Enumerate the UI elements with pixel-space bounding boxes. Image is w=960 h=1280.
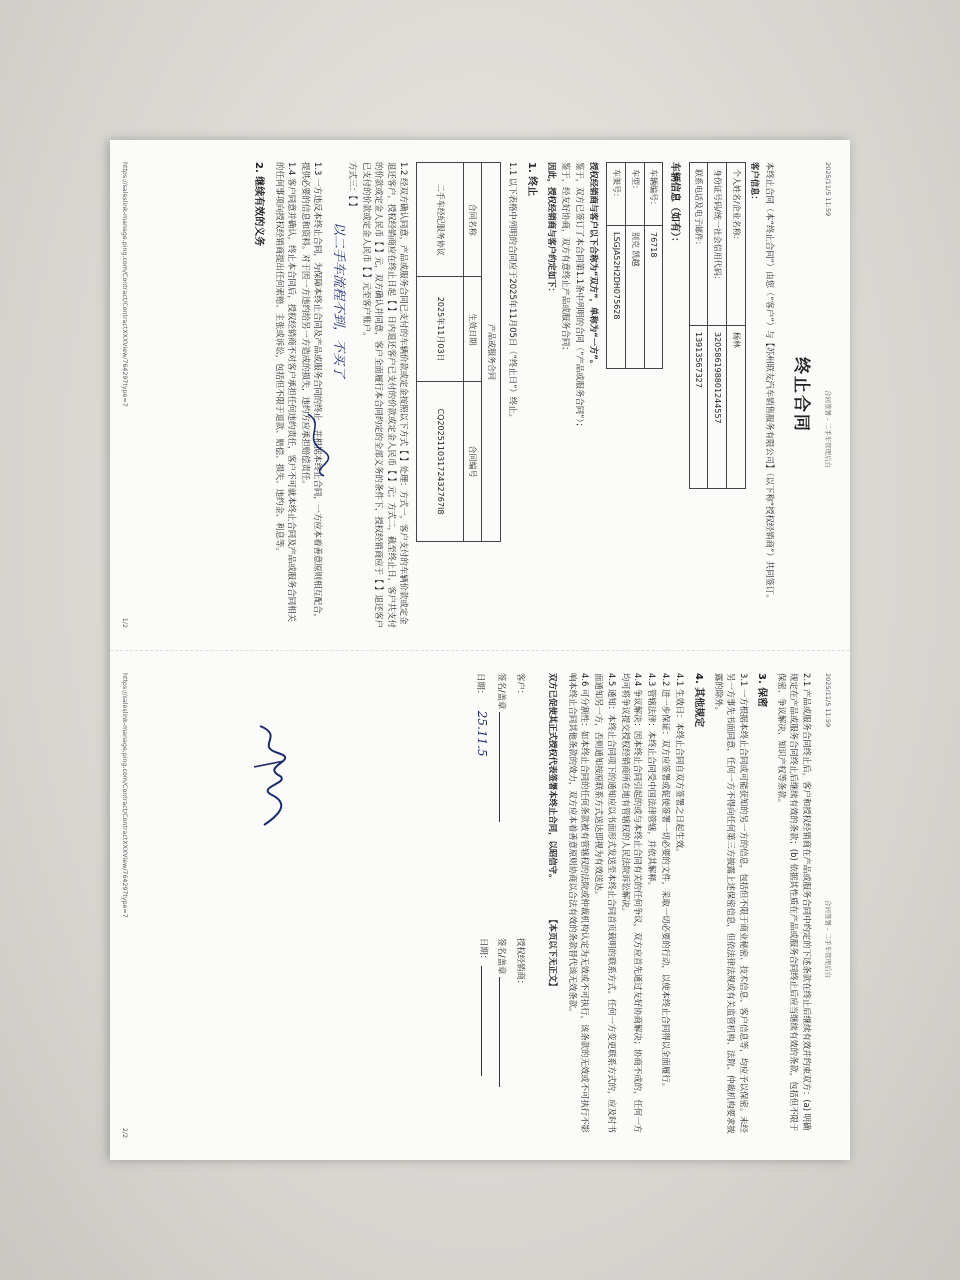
table-row [644,163,663,369]
page-header [823,673,832,1138]
table-row [416,163,463,542]
customer-handwritten-signature [250,721,290,831]
page-header [823,162,832,628]
dealer-sign-line [499,977,500,1087]
customer-value: 13913567327 [689,326,708,489]
page-footer [120,673,129,1138]
clause-4-6: 4.6 可分割性：如本终止合同的任何条款被有管辖权的法院或仲裁机构认定为无效或不可执行，该条款的无效或不可执行不影响本终止合同其他条款的效力，双方应本着善意原则协商以合法有效的条款替代该无效条款。 [567,673,591,1133]
customer-heading: 客户信息： [749,162,760,204]
customer-label: 身份证号码/统一社会信用代码： [708,163,727,326]
clause-1-4: 1.4 客户同意并确认，终止本合同后，授权经销商不对客户承担任何违约责任，客户不可就本终止合同及产品或服务合同相关的任何事项向授权经销商提出任何索赔、主张或诉讼，包括但不限于退款、赔偿、损失、违约金、利息等。 [274,162,297,622]
section-4-title: 4. 其他规定 [692,673,704,728]
vehicle-label: 车辆编号： [644,163,663,226]
contract-page-1 [110,140,850,650]
clause-1-2: 1.2 经双方确认同意，产品或服务合同已支付的车辆价款或定金按照以下方式【 】处理：方式一，客户支付的车辆价款或定金退还客户，授权经销商应在终止日起【 】日内退还客户已支付的价款或定金人民币【 】元；方式二，截至终止日，客户共支付的价款或定金人民币【 】元，双方确认并同意，客户全面履行本合同约定的全部义务的条件下，授权经销商应于【 】退还客户已支付的价款或定金人民币【 】元至客户账户。 [362,162,409,628]
dealer-signature-column [467,938,533,1138]
footer-url: https://saleslink-manage.ping.com/Contract/ContractXXXView/764297type=7 [121,162,129,407]
recital-parties: 授权经销商与客户以下合称为“双方”，单称为“一方”。 [589,162,600,369]
effective-date-cell: 2025年11月03日 [416,277,463,382]
clause-4-5: 4.5 通知：本终止合同项下的通知应以书面形式发送至本终止合同首页载明的联系方式。任何一方变更联系方式的，应及时书面通知另一方，否则通知按原联系方式送达即视为有效送达。 [594,673,617,1133]
clause-4-1: 4.1 生效日：本终止合同自双方签署之日起生效。 [675,673,686,857]
signing-note [547,673,559,1138]
customer-sign-row [496,673,508,873]
product-contract-table [416,162,501,542]
section-3-title: 3. 保密 [756,673,768,708]
header-time: 2025/11/5 11:59 [824,162,832,217]
column-header: 合同编号 [463,382,482,542]
customer-date-row [473,673,490,873]
section-1-title: 1. 终止 [525,162,537,197]
clause-4-4: 4.4 争议解决：因本终止合同引起的或与本终止合同有关的任何争议，双方应首先通过友好协商解决；协商不成的，任何一方均可将争议提交授权经销商所在地有管辖权的人民法院诉讼解决。 [620,673,643,1133]
clause-1-2-way3 [347,162,359,628]
date-label: 日期： [476,673,487,699]
customer-value: 320586198801244557 [708,326,727,489]
customer-value: 杨林 [726,326,745,489]
customer-signature-column [467,673,533,873]
dealer-sign-row [496,938,508,1138]
dealer-label: 授权经销商： [515,938,526,989]
customer-sign-line [499,712,500,822]
footer-url: https://saleslink-manage.ping.com/Contract/ContractXXXView/764297type=7 [121,673,129,918]
dealer-date-line [481,966,482,1076]
contract-sheet [110,140,850,1160]
dealer-date-row [478,938,490,1138]
vehicle-value: 76718 [644,226,663,369]
clause-4-2: 4.2 进一步保证：双方应签署或促使签署一切必要的文件，采取一切必要的行动，以使本终止合同得以全面履行。 [661,673,672,1091]
section-2-title: 2. 继续有效的义务 [253,162,265,247]
table-row [482,163,501,542]
table-caption: 产品或服务合同 [482,163,501,542]
vehicle-value: 别克 凯越 [626,226,645,369]
clause-1-1: 1.1 以下表格中列明的合同应于2025年11月05日（“终止日”）终止。 [508,162,519,422]
recital-agreement: 因此，授权经销商与客户约定如下： [546,162,557,296]
signature-block [467,673,533,1138]
vehicle-label: 车型： [626,163,645,226]
footer-page: 2/2 [121,1127,129,1138]
table-row [463,163,482,542]
clause-2-1: 2.1 产品或服务合同终止后，客户和授权经销商在产品或服务合同中约定的下述条款在终止后继续有效并约束双方：(a) 明确规定在产品或服务合同终止后继续有效的条款；(b) 依据其性质在产品或服务合同终止后应当继续有效的条款，包括但不限于保密、争议解决、知识产权等条款。 [777,673,812,1132]
customer-label: 个人姓名/企业名称： [726,163,745,326]
customer-info-table [689,162,746,489]
vehicle-label: 车架号： [607,163,626,226]
sign-label: 签名/盖章 [497,938,508,975]
vehicle-info-table [607,162,664,369]
handwritten-scribble [300,410,330,480]
table-row [607,163,626,369]
column-header: 生效日期 [463,277,482,382]
date-label: 日期： [479,938,490,964]
way3-label: 方式三：【 】 [348,162,359,211]
recital-intent: 鉴于，经友好协商，双方有意终止产品或服务合同； [561,162,572,355]
contract-intro: 本终止合同（本“终止合同”）由您（“客户”）与【苏州联友汽车销售服务有限公司】（以下称“授权经销商”）共同签订。 [764,162,775,603]
handwritten-reason: 以二手车流程不到，不买了 [330,222,346,379]
footer-page: 1/2 [121,617,129,628]
column-header: 合同名称 [463,163,482,277]
clause-1-3: 1.3 一方违反本终止合同，为保障本终止合同及产品或服务合同的终止，并根据本终止合同，一方应本着善意原则相互配合，提供必要的信息和资料。对于因一方违约给另一方造成的损失，违约方应承担赔偿责任。 [300,162,324,622]
table-row [689,163,708,489]
header-system: 合同签署 - 二手车管理后台 [824,900,832,978]
vehicle-heading: 车辆信息（如有）： [668,162,680,247]
customer-label: 客户： [515,673,526,699]
header-system: 合同签署 - 二手车管理后台 [824,390,832,468]
recital-contract: 鉴于，双方已签订了本合同第1.1条中列明的合同（“产品或服务合同”）； [575,162,586,432]
sign-label: 签名/盖章 [497,673,508,710]
handwritten-date: 25.11.5 [475,710,490,757]
contract-page-2 [110,650,850,1160]
vehicle-value: LSGJA52H2DH075628 [607,226,626,369]
signing-note-text: 双方已促使其正式授权代表签署本终止合同，以昭信守。 [547,673,558,883]
contract-number-cell: CQ20251103172432767I8 [416,382,463,542]
header-time: 2025/11/5 11:59 [824,673,832,728]
clause-3-1: 3.1 一方根据本终止合同或可能获知的另一方的信息，包括但不限于商业秘密、技术信息、客户信息等，均应予以保密。未经另一方事先书面同意，任何一方不得向任何第三方披露上述保密信息，但依法律法规或有关监管机构、法院、仲裁机构要求披露的除外。 [714,673,749,1134]
customer-label: 联系电话及电子邮件： [689,163,708,326]
clause-4-3: 4.3 管辖法律：本终止合同受中国法律管辖，并依其解释。 [647,673,658,890]
page-footer [120,162,129,628]
table-row [626,163,645,369]
contract-title: 终止合同 [790,357,811,433]
signing-note-end: 【本页以下无正文】 [547,915,558,991]
table-row [726,163,745,489]
table-row [708,163,727,489]
contract-name-cell: 二手车经纪服务协议 [416,163,463,277]
